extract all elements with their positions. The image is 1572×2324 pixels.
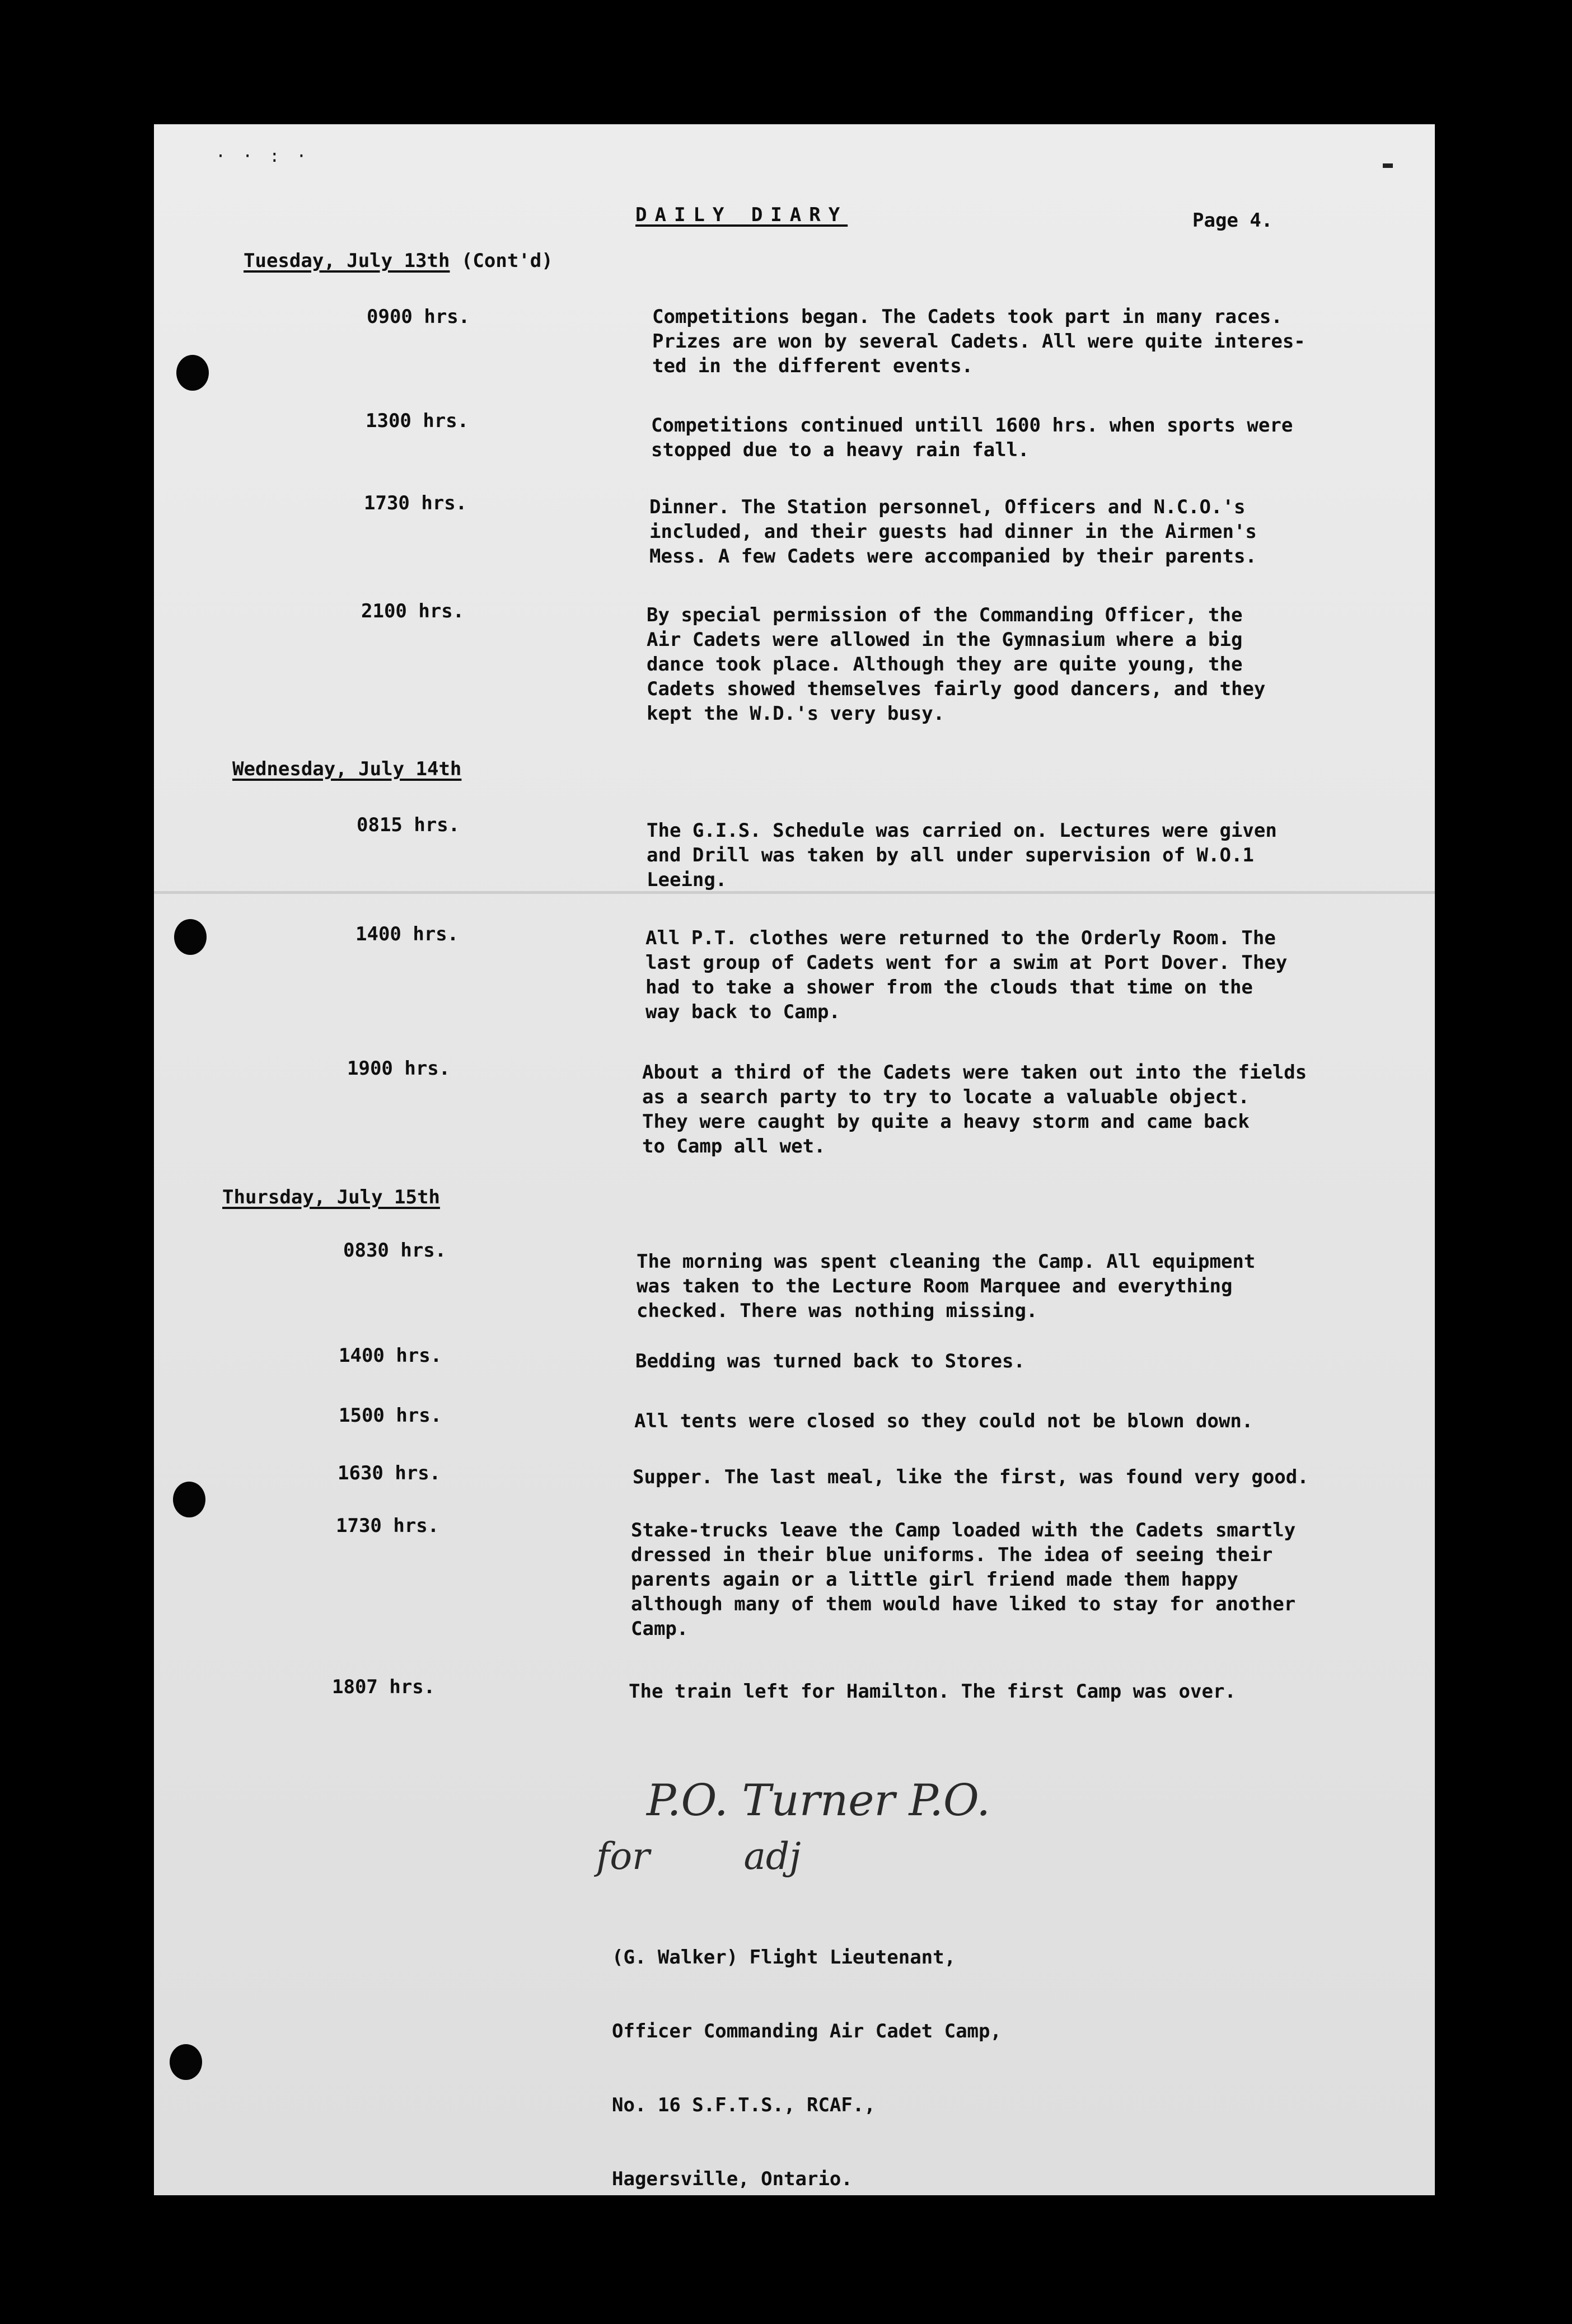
- page-title: DAILY DIARY: [635, 204, 848, 226]
- punch-hole: [176, 355, 209, 391]
- entry-time: 1400 hrs.: [339, 1344, 442, 1367]
- entry-text: Dinner. The Station personnel, Officers and N.C.O.'s included, and their guests had dinner in the Airmen's Mess. A few Cadets were accompanied by their parents.: [649, 496, 1257, 568]
- entry-text: All P.T. clothes were returned to the Orderly Room. The last group of Cadets went for a swim at Port Dover. They had to take a shower from the clouds that time on the way back to Camp.: [645, 927, 1288, 1023]
- entry-time: 1400 hrs.: [355, 923, 459, 945]
- entry-time: 0830 hrs.: [343, 1239, 447, 1262]
- entry-time: 1730 hrs.: [336, 1515, 439, 1537]
- entry-text: The morning was spent cleaning the Camp. All equipment was taken to the Lecture Room Marquee and everything checked. There was nothing missing.: [637, 1250, 1256, 1322]
- entry-text: Supper. The last meal, like the first, was found very good.: [633, 1466, 1309, 1488]
- day-heading: Thursday, July 15th: [222, 1186, 440, 1208]
- entry-text: By special permission of the Commanding Officer, the Air Cadets were allowed in the Gymnasium where a big dance took place. Although they are quite young, the Cadets showed themselves fairly good dancers, and they kept the W.D.'s very busy.: [647, 604, 1266, 725]
- entry-text: Stake-trucks leave the Camp loaded with the Cadets smartly dressed in their blue uniforms. The idea of seeing their parents again or a little girl friend made them happy although many of them would have liked to stay for another Camp.: [631, 1519, 1296, 1640]
- entry-text: About a third of the Cadets were taken out into the fields as a search party to try to locate a valuable object. They were caught by quite a heavy storm and came back to Camp all wet.: [642, 1061, 1307, 1158]
- entry-time: 1730 hrs.: [364, 492, 467, 514]
- corner-mark: [1383, 163, 1393, 168]
- entry-time: 1300 hrs.: [366, 410, 469, 432]
- punch-hole: [173, 1482, 205, 1517]
- entry-time: 1500 hrs.: [339, 1404, 442, 1427]
- entry-text: All tents were closed so they could not be blown down.: [634, 1410, 1253, 1432]
- diary-page: [154, 124, 1435, 2195]
- page-number: Page 4.: [1192, 209, 1273, 232]
- signature-block: (G. Walker) Flight Lieutenant, Officer Commanding Air Cadet Camp, No. 16 S.F.T.S., RCAF., Hagersville, Ontario.: [612, 1946, 1002, 2190]
- entry-time: 0900 hrs.: [367, 306, 470, 328]
- handwritten-annotation: for adj: [596, 1835, 801, 1878]
- entry-time: 1807 hrs.: [332, 1676, 436, 1698]
- entry-time: 0815 hrs.: [357, 814, 460, 836]
- entry-text: Competitions began. The Cadets took part in many races. Prizes are won by several Cadets. All were quite interes- ted in the different events.: [652, 306, 1306, 377]
- day-heading: Tuesday, July 13th (Cont'd): [244, 250, 553, 272]
- entry-text: The G.I.S. Schedule was carried on. Lectures were given and Drill was taken by all under supervision of W.O.1 Leeing.: [647, 819, 1277, 891]
- entry-time: 1630 hrs.: [338, 1462, 441, 1484]
- entry-time: 2100 hrs.: [361, 600, 465, 622]
- edge-specks: · · : ·: [216, 147, 310, 166]
- punch-hole: [170, 2044, 202, 2080]
- entry-text: Bedding was turned back to Stores.: [635, 1350, 1025, 1372]
- entry-time: 1900 hrs.: [347, 1057, 451, 1080]
- entry-text: The train left for Hamilton. The first Camp was over.: [629, 1680, 1236, 1703]
- entry-text: Competitions continued untill 1600 hrs. when sports were stopped due to a heavy rain fall.: [651, 414, 1293, 461]
- handwritten-signature: P.O. Turner P.O.: [647, 1775, 991, 1826]
- punch-hole: [174, 919, 207, 955]
- day-heading: Wednesday, July 14th: [232, 758, 462, 780]
